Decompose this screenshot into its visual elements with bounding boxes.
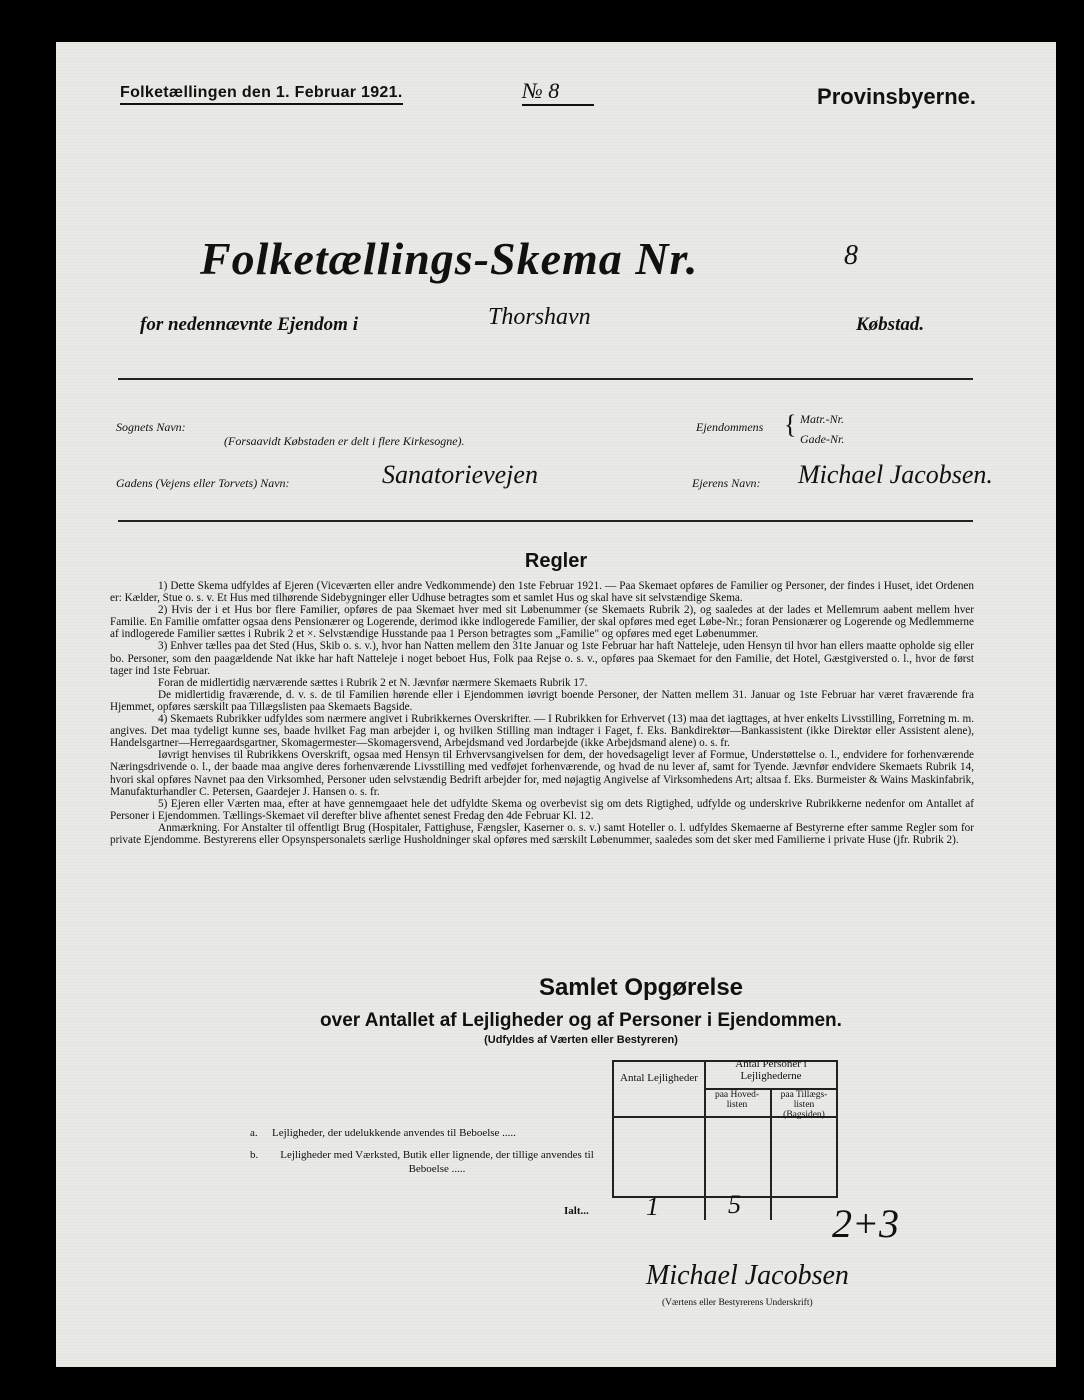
ejer-value: Michael Jacobsen. — [798, 460, 993, 489]
gade-nr-label: Gade-Nr. — [800, 432, 845, 446]
regler-text — [110, 580, 974, 846]
regel-paragraph: Iøvrigt henvises til Rubrikkens Overskrift, ogsaa med Hensyn til Erhvervsangivelsen for dem, der hovedsageligt lever af Formue, Understøttelse o. l., endvidere for forhenværende Næringsdrivende o. l., der baade maa angive deres forhenværende Livsstilling med vedføjet forhenværende, og hvad de nu lever af, samt for Tyende. Jævnfør endvidere Skemaets Rubrik 14, hvori skal opføres Navnet paa den Virksomhed, Personer uden selvstændig Bedrift arbejder for, med nøjagtig Angivelse af Virksomhedens Art; altsaa f. Eks. Burmeister & Wains Maskinfabrik, Manufakturhandler C. Petersen, Gaardejer J. Hansen o. s. fr. — [110, 749, 974, 798]
ialt-hoved-value: 5 — [728, 1190, 741, 1219]
samlet-note: (Udfyldes af Værten eller Bestyreren) — [484, 1034, 678, 1046]
signature: Michael Jacobsen — [646, 1260, 849, 1291]
town-handwritten: Thorshavn — [488, 304, 591, 330]
col-personer-header: Antal Personer i Lejlighederne — [735, 1058, 807, 1082]
row-a-letter: a. — [250, 1127, 258, 1139]
ialt-label: Ialt... — [564, 1205, 589, 1217]
signature-caption: (Værtens eller Bestyrerens Underskrift) — [662, 1298, 813, 1308]
regel-paragraph: 4) Skemaets Rubrikker udfyldes som nærmere angivet i Rubrikkernes Overskrifter. — I Rubrikken for Erhvervet (13) maa det iagttages, at hver enkelts Livsstilling, Forretning m. m. angives. Det maa tydeligt kunne ses, baade hvilket Fag man arbejder i, og hvilken Stilling man indtager i Faget, f. Eks. Bankdirektør—Bankassistent (ikke Direktør eller Assistent alene), Handelsgartner—Herregaardsgartner, Skomagermester—Skomagersvend, Arbejdsmand ved Jordarbejde (ikke Arbejdsmand alene) o. s. fr. — [110, 713, 974, 750]
regler-title: Regler — [524, 550, 588, 572]
form-title-number: 8 — [844, 240, 858, 271]
regel-paragraph: 2) Hvis der i et Hus bor flere Familier, opføres de paa Skemaet hver med sit Løbenummer (se Skemaets Rubrik 2), og saaledes at der lades et Mellemrum aabent mellem hver Familie. En Familie omfatter ogsaa dens Pensionærer og Logerende, derimod ikke indlogerede Familier, der skal opføres med eget Løbe-Nr.; foran Pensionærer og Logerende og Medlemmerne af indlogerede Familier sættes i Rubrik 2 et ×. Selvstændige Husstande paa 1 Person betragtes som „Familie" og opføres med eget Løbenummer. — [110, 604, 974, 641]
table-right-line — [836, 1060, 838, 1196]
gade-navn-value: Sanatorievejen — [382, 460, 538, 489]
divider-bottom — [118, 520, 973, 522]
form-title: Folketællings-Skema Nr. — [200, 233, 699, 284]
col-hoved-header: paa Hoved-listen — [714, 1090, 760, 1110]
brace-icon: { — [784, 410, 797, 439]
regel-paragraph: 1) Dette Skema udfyldes af Ejeren (Viceværten eller andre Vedkommende) den 1ste Februar 1921. — Paa Skemaet opføres de Familier og Personer, der findes i Huset, idet Ordenen er: Kælder, Stue o. s. v. Et Hus med tilhørende Sidebygninger eller Udhuse betragtes som et samlet Hus og skal have sit selvstændige Skema. — [110, 580, 974, 605]
table-col-line — [704, 1196, 706, 1220]
gade-navn-label: Gadens (Vejens eller Torvets) Navn: — [116, 476, 290, 490]
table-col-line — [704, 1060, 706, 1196]
table-col-line — [770, 1196, 772, 1220]
row-b-label: Lejligheder med Værksted, Butik eller lignende, der tillige anvendes til Beboelse ..... — [280, 1149, 594, 1175]
census-form-page — [56, 42, 1056, 1367]
regel-paragraph: Anmærkning. For Anstalter til offentligt Brug (Hospitaler, Fattighuse, Fængsler, Kaserner o. s. v.) samt Hoteller o. l. udfyldes Skemaerne af Bestyrerne efter samme Regler som for private Ejendomme. Bestyrerens eller Opsynspersonalets særlige Husholdninger skal opføres med særskilt Løbenummer, saaledes som det sker med Familierne i private Huse (jfr. Rubrik 2). — [110, 821, 974, 846]
census-date-header: Folketællingen den 1. Februar 1921. — [120, 84, 403, 105]
ejer-label: Ejerens Navn: — [692, 476, 761, 490]
row-a-label: Lejligheder, der udelukkende anvendes til Beboelse ..... — [272, 1127, 516, 1139]
samlet-subtitle: over Antallet af Lejligheder og af Personer i Ejendommen. — [320, 1010, 842, 1031]
row-b-letter: b. — [250, 1149, 259, 1161]
form-number-header: № 8 — [522, 78, 594, 106]
regel-paragraph: De midlertidig fraværende, d. v. s. de til Familien hørende eller i Ejendommen iøvrigt boende Personer, der Natten mellem 31. Januar og 1ste Februar har været fraværende fra Hjemmet, opføres særskilt paa Tillægslisten paa Skemaets Bagside. — [110, 688, 974, 713]
kobstad-label: Købstad. — [856, 314, 925, 335]
margin-note: 2+3 — [832, 1201, 899, 1246]
matr-label: Matr.-Nr. — [800, 412, 845, 426]
table-left-line — [612, 1060, 614, 1196]
ejendom-label: Ejendommens — [696, 420, 764, 434]
col-tillaeg-header: paa Tillægs-listen (Bagsiden) — [780, 1090, 828, 1120]
col-antal-header: Antal Lejligheder — [620, 1072, 698, 1084]
samlet-title: Samlet Opgørelse — [538, 974, 744, 1001]
region-header: Provinsbyerne. — [817, 84, 976, 109]
regel-paragraph: 3) Enhver tælles paa det Sted (Hus, Skib o. s. v.), hvor han Natten mellem den 31te Januar og 1ste Februar har haft Natteleje, uden Hensyn til hvor han ellers maatte opholde sig eller bo. Personer, som den paagældende Nat ikke har haft Natteleje i noget beboet Hus, Folk paa Rejse o. s. v., opføres paa Skemaet for den Familie, det Hotel, Gæstgiversted o. l., hvor de først tager ind 1ste Februar. — [110, 640, 974, 677]
sogn-label: Sognets Navn: — [116, 420, 186, 434]
divider-top — [118, 378, 973, 380]
sogn-note: (Forsaavidt Købstaden er delt i flere Kirkesogne). — [224, 434, 465, 448]
regel-paragraph: 5) Ejeren eller Værten maa, efter at have gennemgaaet hele det udfyldte Skema og overbevist sig om dets Rigtighed, udfylde og underskrive Rubrikkerne nedenfor om Antallet af Personer i Ejendommen. Tællings-Skemaet vil derefter blive afhentet senest Fredag den 4de Februar Kl. 12. — [110, 797, 974, 822]
ialt-lejligheder-value: 1 — [646, 1192, 659, 1221]
regel-paragraph: Foran de midlertidig nærværende sættes i Rubrik 2 et N. Jævnfør nærmere Skemaets Rubrik 17. — [158, 676, 588, 689]
property-for-label: for nedennævnte Ejendom i — [140, 314, 358, 335]
